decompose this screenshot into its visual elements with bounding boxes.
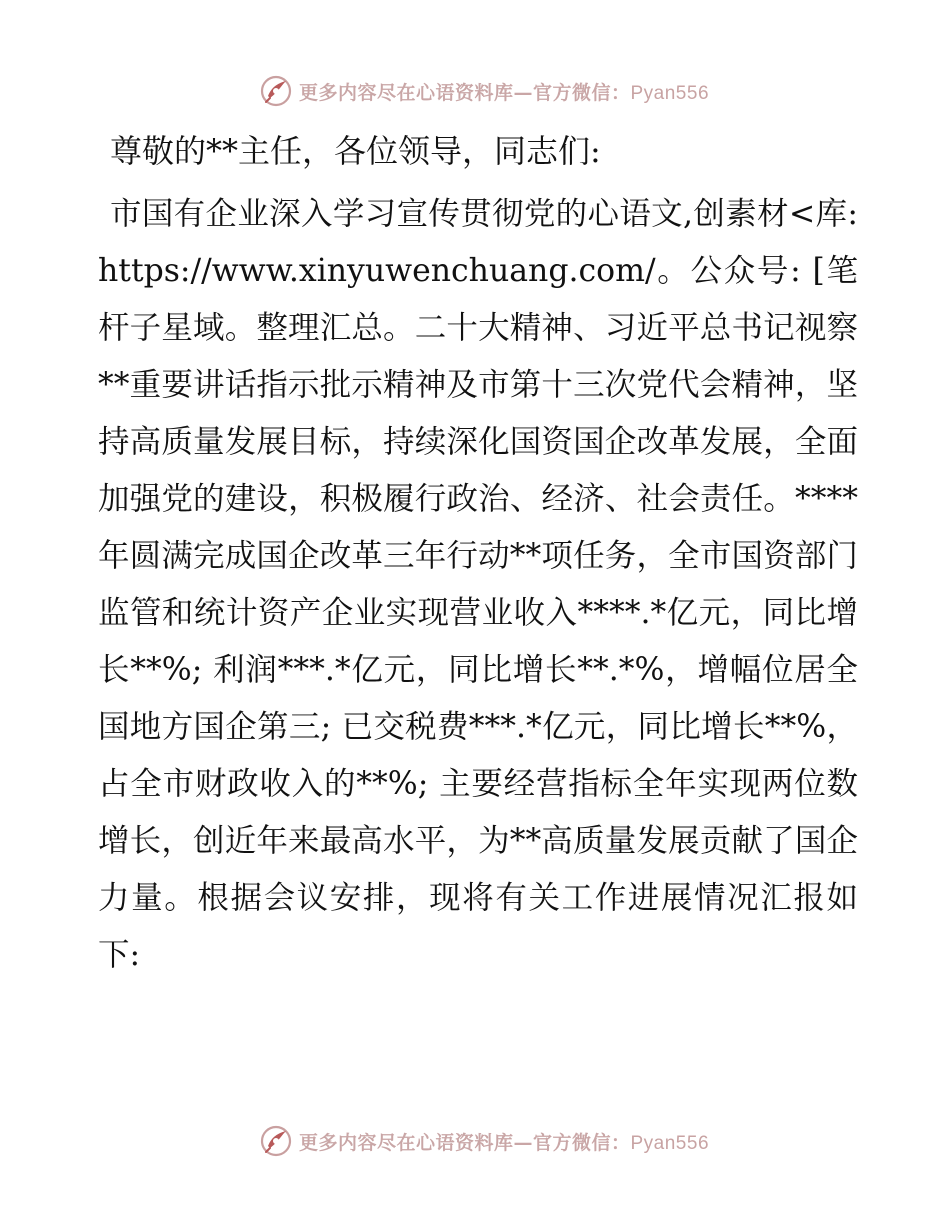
watermark-group: [259, 74, 709, 108]
watermark-banner-top: [0, 71, 950, 111]
document-body: [98, 124, 858, 984]
pen-logo-icon: [259, 74, 293, 108]
pen-logo-icon: [259, 1124, 293, 1158]
watermark-text: 更多内容尽在心语资料库—官方微信：Pyan556: [298, 81, 710, 104]
body-paragraph: 市国有企业深入学习宣传贯彻党的心语文,创素材<库: https://www.xinyuwenchuang.com/。公众号: [笔杆子星域。整理汇总。二十大精神、习近平总书记视察**重要讲话指示批示精神及市第十三次党代会精神，坚持高质量发展目标，持续深化国资国企改革发展，全面加强党的建设，积极履行政治、经济、社会责任。****年圆满完成国企改革三年行动**项任务，全市国资部门监管和统计资产企业实现营业收入****.*亿元，同比增长**%; 利润***.*亿元，同比增长**.*%，增幅位居全国地方国企第三; 已交税费***.*亿元，同比增长**%，占全市财政收入的**%; 主要经营指标全年实现两位数增长，创近年来最高水平，为**高质量发展贡献了国企力量。根据会议安排，现将有关工作进展情况汇报如下:: [98, 196, 858, 973]
watermark-banner-bottom: [0, 1121, 950, 1161]
wechat-id: Pyan556: [630, 82, 710, 104]
wechat-id: Pyan556: [630, 1132, 710, 1154]
watermark-text: 更多内容尽在心语资料库—官方微信：Pyan556: [298, 1131, 710, 1154]
greeting: 尊敬的**主任，各位领导，同志们:: [110, 132, 601, 170]
watermark-group: [259, 1124, 709, 1158]
